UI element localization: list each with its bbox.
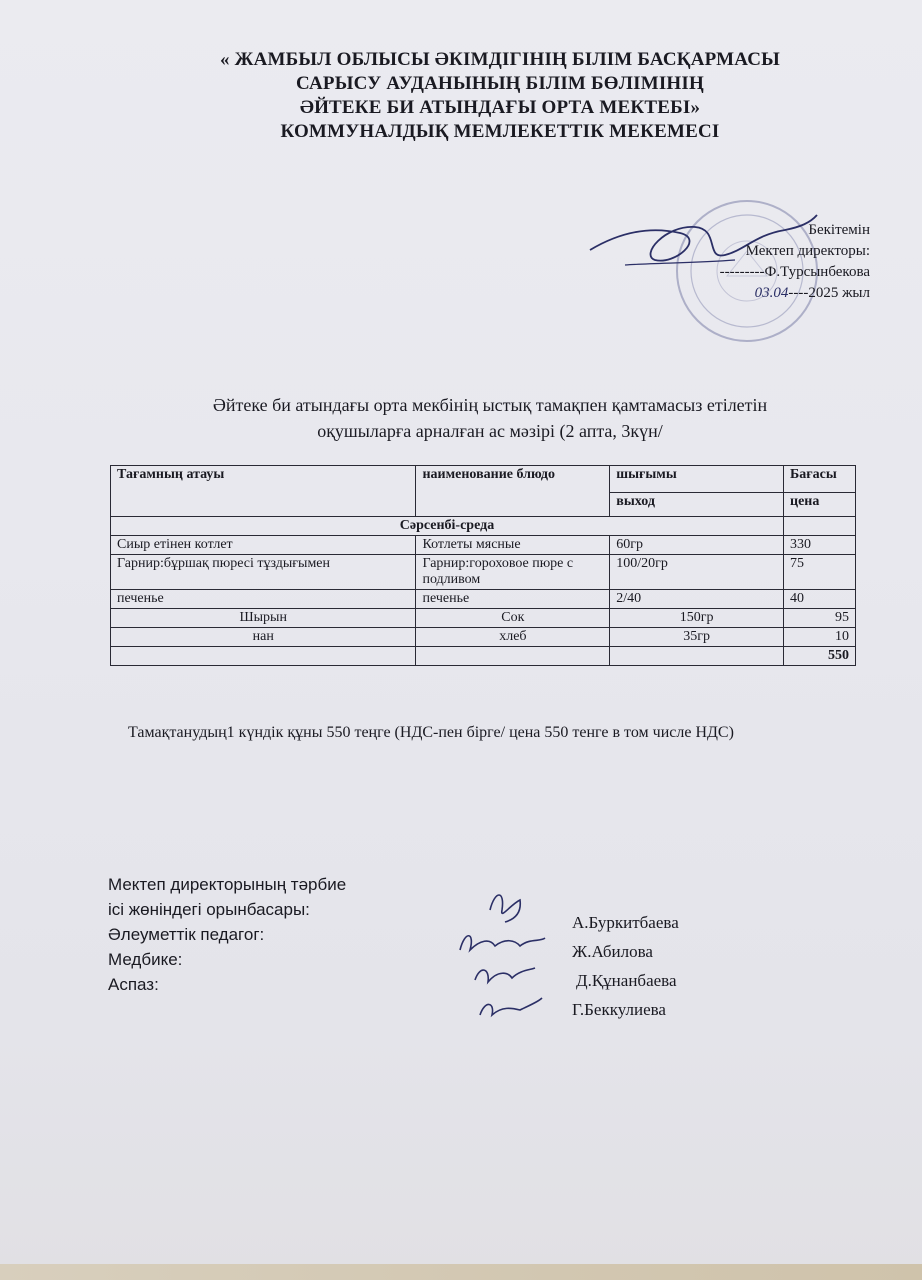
dish-price: 10 (784, 628, 856, 647)
director-name: ---------Ф.Турсынбекова (719, 264, 870, 280)
table-row (111, 555, 856, 590)
header-name-ru: наименование блюдо (416, 466, 610, 517)
name-nurse: Д.Құнанбаева (576, 971, 677, 990)
header-output-kz: шығымы (610, 466, 784, 493)
dish-output: 35гр (610, 628, 784, 647)
dish-kz: печенье (111, 590, 416, 609)
table-surface (0, 1264, 922, 1280)
table-row (111, 590, 856, 609)
signers-roles (108, 872, 346, 997)
name-cook: Г.Беккулиева (572, 1000, 666, 1019)
header-line-3: ӘЙТЕКЕ БИ АТЫНДАҒЫ ОРТА МЕКТЕБІ» (299, 97, 701, 118)
daily-cost-note: Тамақтанудың1 күндік құны 550 теңге (НДС-пен бірге/ цена 550 тенге в том числе НДС) (128, 724, 734, 741)
day-label: Сәрсенбі-среда (111, 517, 784, 536)
approval-block (720, 220, 870, 304)
header-line-4: КОММУНАЛДЫҚ МЕМЛЕКЕТТІК МЕКЕМЕСІ (280, 121, 720, 142)
menu-title (110, 392, 870, 444)
dish-ru: Котлеты мясные (416, 536, 610, 555)
role-deputy-line-1: Мектеп директорының тәрбие (108, 875, 347, 894)
dish-kz: Сиыр етінен котлет (111, 536, 416, 555)
dish-output: 2/40 (610, 590, 784, 609)
dish-price: 95 (784, 609, 856, 628)
dish-price: 40 (784, 590, 856, 609)
approval-date: 03.04 (754, 285, 789, 301)
role-nurse: Медбике: (108, 950, 183, 969)
signers-names (572, 908, 679, 1024)
dish-kz: Гарнир:бұршақ пюресі тұздығымен (111, 555, 416, 590)
organization-header (150, 48, 850, 144)
header-name-kz: Тағамның атауы (111, 466, 416, 517)
dish-output: 100/20гр (610, 555, 784, 590)
title-line-1: Әйтеке би атындағы орта мекбінің ыстық тамақпен қамтамасыз етілетін (212, 395, 768, 415)
table-row (111, 536, 856, 555)
name-social-pedagogue: Ж.Абилова (572, 942, 653, 961)
header-line-2: САРЫСУ АУДАНЫНЫҢ БІЛІМ БӨЛІМІНІҢ (296, 73, 704, 94)
dish-output: 150гр (610, 609, 784, 628)
menu-table (110, 465, 856, 666)
header-output-ru: выход (610, 492, 784, 516)
title-line-2: оқушыларға арналған ас мәзірі (2 апта, 3күн/ (317, 421, 663, 441)
table-row (111, 609, 856, 628)
dish-kz: Шырын (111, 609, 416, 628)
role-social-pedagogue: Әлеуметтік педагог: (108, 925, 265, 944)
staff-signatures (450, 880, 570, 1030)
dish-price: 330 (784, 536, 856, 555)
approve-label: Бекітемін (808, 222, 870, 238)
table-row (111, 628, 856, 647)
dish-ru: Гарнир:гороховое пюре с подливом (416, 555, 610, 590)
approval-date-line: 03.04----2025 жыл (754, 285, 870, 301)
dish-output: 60гр (610, 536, 784, 555)
role-cook: Аспаз: (108, 975, 159, 994)
director-position: Мектеп директоры: (745, 243, 870, 259)
header-price-ru: цена (784, 492, 856, 516)
day-row (111, 517, 856, 536)
header-price-kz: Бағасы (784, 466, 856, 493)
dish-price: 75 (784, 555, 856, 590)
table-header-row (111, 466, 856, 493)
header-line-1: « ЖАМБЫЛ ОБЛЫСЫ ӘКІМДІГІНІҢ БІЛІМ БАСҚАРМАСЫ (219, 49, 781, 70)
dish-ru: Сок (416, 609, 610, 628)
total-price: 550 (784, 647, 856, 666)
role-deputy-line-2: ісі жөніндегі орынбасары: (108, 900, 310, 919)
name-deputy: А.Буркитбаева (572, 913, 679, 932)
dish-kz: нан (111, 628, 416, 647)
dish-ru: печенье (416, 590, 610, 609)
total-row (111, 647, 856, 666)
dish-ru: хлеб (416, 628, 610, 647)
approval-year: 2025 жыл (808, 285, 870, 301)
